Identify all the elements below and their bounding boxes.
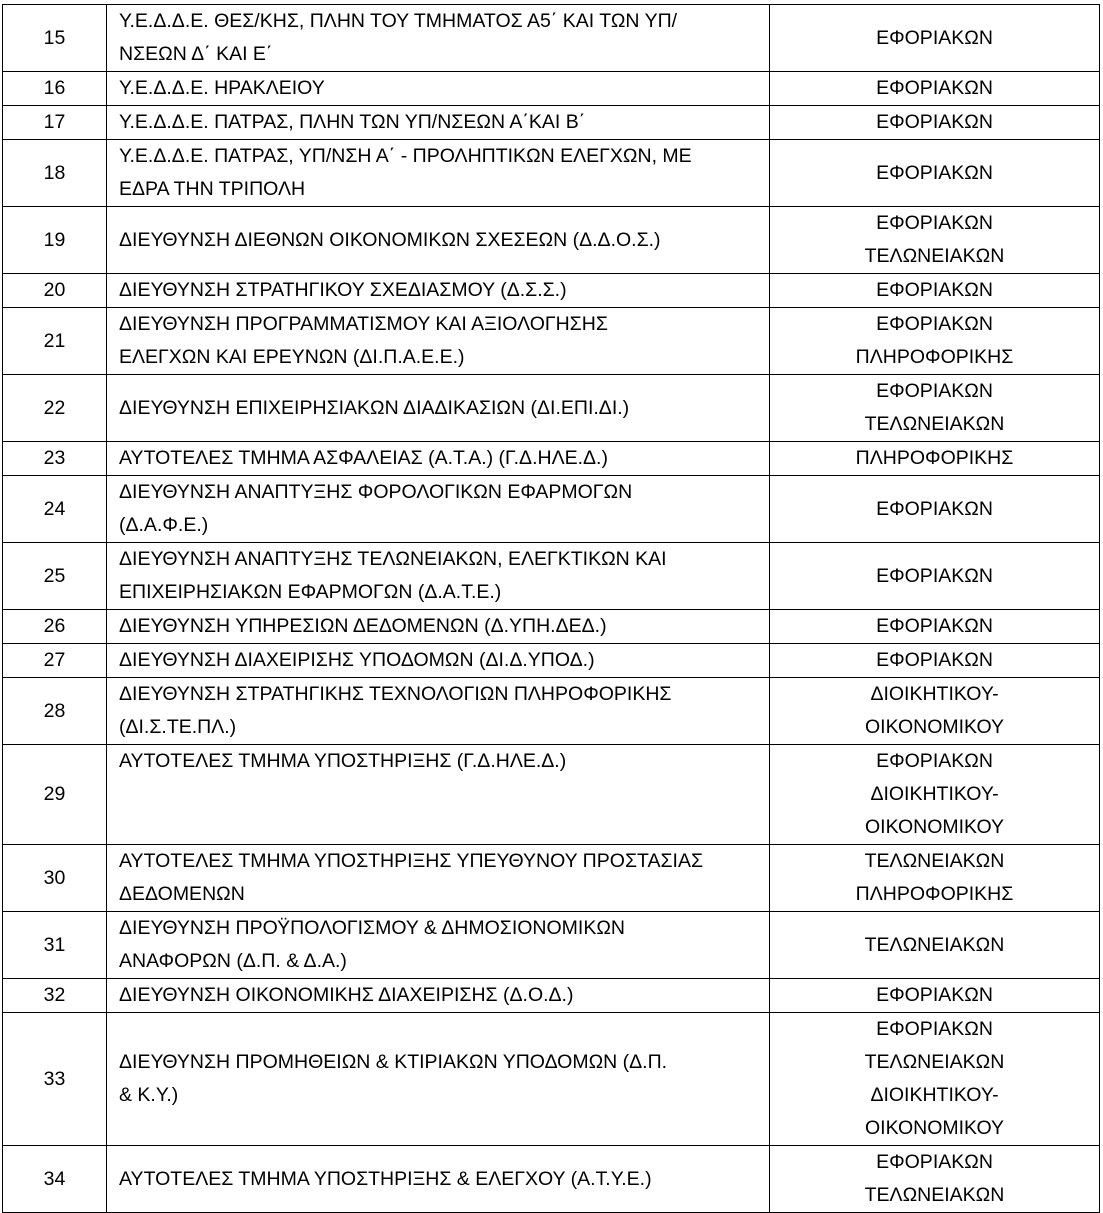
staff-category-cell <box>770 979 1100 1013</box>
unit-name-cell <box>107 543 770 610</box>
unit-name-line: ΕΛΕΓΧΩΝ ΚΑΙ ΕΡΕΥΝΩΝ (ΔΙ.Π.Α.Ε.Ε.) <box>119 346 465 368</box>
table-row <box>3 745 1100 845</box>
staff-category-line: ΤΕΛΩΝΕΙΑΚΩΝ <box>864 245 1005 267</box>
staff-category-line: ΕΦΟΡΙΑΚΩΝ <box>876 564 993 587</box>
staff-category-cell <box>770 543 1100 610</box>
staff-category-line: ΤΕΛΩΝΕΙΑΚΩΝ <box>864 1184 1005 1206</box>
unit-name-cell <box>107 745 770 845</box>
staff-category-line: ΕΦΟΡΙΑΚΩΝ <box>876 313 993 335</box>
row-number-cell: 30 <box>3 845 107 912</box>
table-row <box>3 442 1100 476</box>
staff-category-line: ΠΛΗΡΟΦΟΡΙΚΗΣ <box>855 883 1014 905</box>
row-number-cell: 28 <box>3 678 107 745</box>
unit-name-line: ΔΙΕΥΘΥΝΣΗ ΑΝΑΠΤΥΞΗΣ ΦΟΡΟΛΟΓΙΚΩΝ ΕΦΑΡΜΟΓΩΝ <box>119 481 633 503</box>
staff-category-line: ΕΦΟΡΙΑΚΩΝ <box>876 77 993 99</box>
staff-category-line: ΕΦΟΡΙΑΚΩΝ <box>876 26 993 49</box>
unit-name-line: (ΔΙ.Σ.ΤΕ.ΠΛ.) <box>119 716 237 738</box>
unit-name-line: ΔΙΕΥΘΥΝΣΗ ΥΠΗΡΕΣΙΩΝ ΔΕΔΟΜΕΝΩΝ (Δ.ΥΠΗ.ΔΕΔ.) <box>119 615 607 637</box>
unit-name-line: ΔΙΕΥΘΥΝΣΗ ΣΤΡΑΤΗΓΙΚΗΣ ΤΕΧΝΟΛΟΓΙΩΝ ΠΛΗΡΟΦΟΡΙΚΗΣ <box>119 683 672 705</box>
table-row <box>3 72 1100 106</box>
unit-name-line: ΝΣΕΩΝ Δ΄ ΚΑΙ Ε΄ <box>119 43 273 65</box>
staff-category-line: ΤΕΛΩΝΕΙΑΚΩΝ <box>864 850 1005 872</box>
unit-name-line: Υ.Ε.Δ.Δ.Ε. ΠΑΤΡΑΣ, ΠΛΗΝ ΤΩΝ ΥΠ/ΝΣΕΩΝ Α΄ΚΑΙ Β΄ <box>119 111 586 133</box>
staff-category-line: ΕΦΟΡΙΑΚΩΝ <box>876 649 993 671</box>
staff-category-cell <box>770 442 1100 476</box>
staff-category-line: ΠΛΗΡΟΦΟΡΙΚΗΣ <box>855 447 1014 469</box>
table-row <box>3 845 1100 912</box>
staff-category-line: ΔΙΟΙΚΗΤΙΚΟΥ- <box>870 783 999 805</box>
unit-name-line: Υ.Ε.Δ.Δ.Ε. ΗΡΑΚΛΕΙΟΥ <box>119 77 325 99</box>
staff-category-cell <box>770 476 1100 543</box>
staff-category-line: ΔΙΟΙΚΗΤΙΚΟΥ- <box>870 683 999 705</box>
unit-name-line: ΑΥΤΟΤΕΛΕΣ ΤΜΗΜΑ ΥΠΟΣΤΗΡΙΞΗΣ ΥΠΕΥΘΥΝΟΥ ΠΡΟΣΤΑΣΙΑΣ <box>119 850 704 872</box>
staff-category-cell <box>770 207 1100 274</box>
staff-category-cell <box>770 1146 1100 1213</box>
staff-category-cell <box>770 912 1100 979</box>
row-number-cell: 26 <box>3 610 107 644</box>
staff-category-line: ΟΙΚΟΝΟΜΙΚΟΥ <box>864 816 1005 838</box>
unit-name-line: ΔΙΕΥΘΥΝΣΗ ΑΝΑΠΤΥΞΗΣ ΤΕΛΩΝΕΙΑΚΩΝ, ΕΛΕΓΚΤΙΚΩΝ ΚΑΙ <box>119 548 667 570</box>
row-number-cell: 18 <box>3 140 107 207</box>
unit-name-line: ΑΥΤΟΤΕΛΕΣ ΤΜΗΜΑ ΥΠΟΣΤΗΡΙΞΗΣ (Γ.Δ.ΗΛΕ.Δ.) <box>119 750 567 772</box>
staff-category-line: ΕΦΟΡΙΑΚΩΝ <box>876 750 993 772</box>
unit-name-cell <box>107 308 770 375</box>
table-row <box>3 274 1100 308</box>
unit-name-cell <box>107 678 770 745</box>
staff-category-cell <box>770 140 1100 207</box>
units-table <box>2 4 1100 1213</box>
table-row <box>3 644 1100 678</box>
unit-name-cell <box>107 140 770 207</box>
staff-category-cell <box>770 274 1100 308</box>
staff-category-line: ΕΦΟΡΙΑΚΩΝ <box>876 279 993 301</box>
staff-category-line: ΕΦΟΡΙΑΚΩΝ <box>876 1151 993 1173</box>
unit-name-cell <box>107 912 770 979</box>
staff-category-line: ΕΦΟΡΙΑΚΩΝ <box>876 1018 993 1040</box>
unit-name-line: Υ.Ε.Δ.Δ.Ε. ΠΑΤΡΑΣ, ΥΠ/ΝΣΗ Α΄ - ΠΡΟΛΗΠΤΙΚΩΝ ΕΛΕΓΧΩΝ, ΜΕ <box>119 145 692 167</box>
row-number-cell: 31 <box>3 912 107 979</box>
unit-name-cell <box>107 1146 770 1213</box>
unit-name-line: ΔΙΕΥΘΥΝΣΗ ΕΠΙΧΕΙΡΗΣΙΑΚΩΝ ΔΙΑΔΙΚΑΣΙΩΝ (ΔΙ.ΕΠΙ.ΔΙ.) <box>119 396 630 419</box>
staff-category-line: ΔΙΟΙΚΗΤΙΚΟΥ- <box>870 1084 999 1106</box>
row-number-cell: 23 <box>3 442 107 476</box>
unit-name-cell <box>107 1013 770 1146</box>
unit-name-cell <box>107 845 770 912</box>
row-number-cell: 21 <box>3 308 107 375</box>
table-row <box>3 207 1100 274</box>
unit-name-line: ΔΙΕΥΘΥΝΣΗ ΠΡΟΫΠΟΛΟΓΙΣΜΟΥ & ΔΗΜΟΣΙΟΝΟΜΙΚΩΝ <box>119 917 626 939</box>
table-row <box>3 106 1100 140</box>
staff-category-line: ΟΙΚΟΝΟΜΙΚΟΥ <box>864 1117 1005 1139</box>
unit-name-cell <box>107 5 770 72</box>
unit-name-cell <box>107 375 770 442</box>
table-row <box>3 308 1100 375</box>
row-number-cell: 15 <box>3 5 107 72</box>
row-number-cell: 20 <box>3 274 107 308</box>
unit-name-cell <box>107 106 770 140</box>
staff-category-line: ΕΦΟΡΙΑΚΩΝ <box>876 212 993 234</box>
unit-name-line: ΑΝΑΦΟΡΩΝ (Δ.Π. & Δ.Α.) <box>119 950 347 972</box>
row-number-cell: 22 <box>3 375 107 442</box>
row-number-cell: 16 <box>3 72 107 106</box>
staff-category-line: ΕΦΟΡΙΑΚΩΝ <box>876 497 993 520</box>
staff-category-cell <box>770 106 1100 140</box>
unit-name-cell <box>107 610 770 644</box>
staff-category-cell <box>770 610 1100 644</box>
unit-name-line: ΔΕΔΟΜΕΝΩΝ <box>119 883 245 905</box>
table-row <box>3 979 1100 1013</box>
row-number-cell: 25 <box>3 543 107 610</box>
staff-category-line: ΟΙΚΟΝΟΜΙΚΟΥ <box>864 716 1005 738</box>
row-number-cell: 17 <box>3 106 107 140</box>
unit-name-line: ΕΔΡΑ ΤΗΝ ΤΡΙΠΟΛΗ <box>119 178 306 200</box>
row-number-cell: 27 <box>3 644 107 678</box>
staff-category-line: ΕΦΟΡΙΑΚΩΝ <box>876 984 993 1006</box>
table-row <box>3 375 1100 442</box>
table-row <box>3 1146 1100 1213</box>
staff-category-cell <box>770 308 1100 375</box>
unit-name-cell <box>107 476 770 543</box>
staff-category-line: ΤΕΛΩΝΕΙΑΚΩΝ <box>864 1051 1005 1073</box>
unit-name-line: ΔΙΕΥΘΥΝΣΗ ΣΤΡΑΤΗΓΙΚΟΥ ΣΧΕΔΙΑΣΜΟΥ (Δ.Σ.Σ.) <box>119 279 567 301</box>
table-row <box>3 912 1100 979</box>
staff-category-line: ΕΦΟΡΙΑΚΩΝ <box>876 161 993 184</box>
staff-category-line: ΤΕΛΩΝΕΙΑΚΩΝ <box>864 413 1005 435</box>
unit-name-line: ΑΥΤΟΤΕΛΕΣ ΤΜΗΜΑ ΥΠΟΣΤΗΡΙΞΗΣ & ΕΛΕΓΧΟΥ (Α.Τ.Υ.Ε.) <box>119 1167 652 1190</box>
unit-name-line: ΔΙΕΥΘΥΝΣΗ ΠΡΟΓΡΑΜΜΑΤΙΣΜΟΥ ΚΑΙ ΑΞΙΟΛΟΓΗΣΗΣ <box>119 313 608 335</box>
unit-name-line: ΔΙΕΥΘΥΝΣΗ ΟΙΚΟΝΟΜΙΚΗΣ ΔΙΑΧΕΙΡΙΣΗΣ (Δ.Ο.Δ.) <box>119 984 574 1006</box>
staff-category-cell <box>770 5 1100 72</box>
row-number-cell: 19 <box>3 207 107 274</box>
table-row <box>3 543 1100 610</box>
unit-name-cell <box>107 274 770 308</box>
row-number-cell: 34 <box>3 1146 107 1213</box>
unit-name-cell <box>107 442 770 476</box>
table-row <box>3 140 1100 207</box>
staff-category-cell <box>770 72 1100 106</box>
table-row <box>3 476 1100 543</box>
unit-name-line: ΔΙΕΥΘΥΝΣΗ ΠΡΟΜΗΘΕΙΩΝ & ΚΤΙΡΙΑΚΩΝ ΥΠΟΔΟΜΩΝ (Δ.Π. <box>119 1051 668 1073</box>
staff-category-cell <box>770 375 1100 442</box>
unit-name-line: & Κ.Υ.) <box>119 1084 179 1106</box>
row-number-cell: 29 <box>3 745 107 845</box>
unit-name-line: ΑΥΤΟΤΕΛΕΣ ΤΜΗΜΑ ΑΣΦΑΛΕΙΑΣ (Α.Τ.Α.) (Γ.Δ.ΗΛΕ.Δ.) <box>119 447 608 469</box>
row-number-cell: 24 <box>3 476 107 543</box>
table-row <box>3 1013 1100 1146</box>
staff-category-line: ΕΦΟΡΙΑΚΩΝ <box>876 615 993 637</box>
staff-category-line: ΤΕΛΩΝΕΙΑΚΩΝ <box>864 933 1005 956</box>
unit-name-cell <box>107 644 770 678</box>
unit-name-cell <box>107 72 770 106</box>
unit-name-line: (Δ.Α.Φ.Ε.) <box>119 514 209 536</box>
unit-name-line: ΔΙΕΥΘΥΝΣΗ ΔΙΕΘΝΩΝ ΟΙΚΟΝΟΜΙΚΩΝ ΣΧΕΣΕΩΝ (Δ.Δ.Ο.Σ.) <box>119 228 661 251</box>
unit-name-line: Υ.Ε.Δ.Δ.Ε. ΘΕΣ/ΚΗΣ, ΠΛΗΝ ΤΟΥ ΤΜΗΜΑΤΟΣ Α5΄ ΚΑΙ ΤΩΝ ΥΠ/ <box>119 10 678 32</box>
row-number-cell: 33 <box>3 1013 107 1146</box>
staff-category-line: ΕΦΟΡΙΑΚΩΝ <box>876 111 993 133</box>
unit-name-cell <box>107 207 770 274</box>
staff-category-line: ΠΛΗΡΟΦΟΡΙΚΗΣ <box>855 346 1014 368</box>
unit-name-line: ΔΙΕΥΘΥΝΣΗ ΔΙΑΧΕΙΡΙΣΗΣ ΥΠΟΔΟΜΩΝ (ΔΙ.Δ.ΥΠΟΔ.) <box>119 649 595 671</box>
staff-category-cell <box>770 644 1100 678</box>
staff-category-cell <box>770 1013 1100 1146</box>
row-number-cell: 32 <box>3 979 107 1013</box>
staff-category-cell <box>770 745 1100 845</box>
table-row <box>3 610 1100 644</box>
table-row <box>3 678 1100 745</box>
staff-category-line: ΕΦΟΡΙΑΚΩΝ <box>876 380 993 402</box>
table-row <box>3 5 1100 72</box>
staff-category-cell <box>770 678 1100 745</box>
unit-name-cell <box>107 979 770 1013</box>
unit-name-line: ΕΠΙΧΕΙΡΗΣΙΑΚΩΝ ΕΦΑΡΜΟΓΩΝ (Δ.Α.Τ.Ε.) <box>119 581 502 603</box>
staff-category-cell <box>770 845 1100 912</box>
units-table-body <box>3 5 1100 1213</box>
